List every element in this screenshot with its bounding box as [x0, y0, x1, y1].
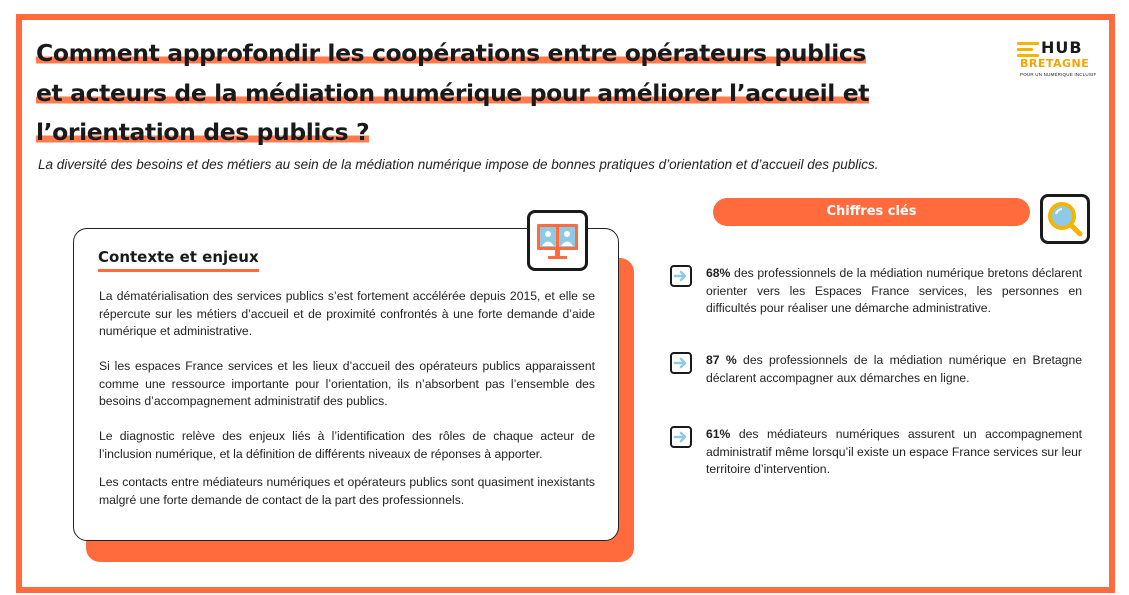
context-paragraph: Si les espaces France services et les lieux d’accueil des opérateurs publics apparaissent comme une ressource importante pour l’orientation, ils n’absorbent pas l’ensemble des besoins d’accompagnement administratif des publics.	[99, 359, 595, 408]
title-line-1: Comment approfondir les coopérations entre opérateurs publics	[36, 39, 866, 67]
title-line-3: l’orientation des publics ?	[36, 118, 370, 146]
subtitle: La diversité des besoins et des métiers au sein de la médiation numérique impose de bonnes pratiques d’orientation et d’accueil des publics.	[38, 157, 879, 172]
key-figure-description: des professionnels de la médiation numérique bretons déclarent orienter vers les Espaces France services, les personnes en difficultés pour réaliser une démarche administrative.	[706, 266, 1082, 315]
monitor-users-icon	[527, 210, 588, 271]
key-figures-label: Chiffres clés	[713, 198, 1030, 226]
key-figure-text	[706, 265, 1082, 318]
arrow-right-icon	[670, 352, 692, 374]
context-paragraph: La dématérialisation des services publics s’est fortement accélérée depuis 2015, et elle se répercute sur les métiers d’accueil et de proximité confrontés à une forte demande d’aide numérique et administrative.	[99, 289, 595, 338]
key-figure-value: 61%	[706, 427, 731, 441]
context-card	[73, 228, 619, 541]
key-figure-description: des professionnels de la médiation numérique en Bretagne déclarent accompagner aux démarches en ligne.	[706, 353, 1082, 385]
context-paragraph: Le diagnostic relève des enjeux liés à l’identification des rôles de chaque acteur de l’inclusion numérique, et la définition de différents niveaux de réponses à apporter.	[99, 429, 595, 461]
arrow-right-icon	[670, 265, 692, 287]
key-figure-description: des médiateurs numériques assurent un accompagnement administratif même lorsqu’il existe un espace France services sur leur territoire d’intervention.	[706, 427, 1082, 476]
key-figure-text	[706, 352, 1082, 387]
key-figure-text	[706, 426, 1082, 479]
key-figure-value: 68%	[706, 266, 731, 280]
logo-hub-text: HUB	[1041, 38, 1083, 57]
logo-tagline: POUR UN NUMÉRIQUE INCLUSIF	[1020, 72, 1097, 77]
magnifier-icon	[1040, 194, 1090, 244]
arrow-right-icon	[670, 426, 692, 448]
context-title: Contexte et enjeux	[98, 248, 259, 272]
logo-bretagne-text: BRETAGNE	[1020, 57, 1090, 70]
key-figure-value: 87 %	[706, 353, 737, 367]
hub-bretagne-logo	[1017, 38, 1097, 86]
context-paragraph: Les contacts entre médiateurs numériques et opérateurs publics sont quasiment inexistants malgré une forte demande de contact de la part des professionnels.	[99, 475, 595, 507]
page-title	[36, 34, 916, 153]
title-line-2: et acteurs de la médiation numérique pour améliorer l’accueil et	[36, 78, 870, 107]
